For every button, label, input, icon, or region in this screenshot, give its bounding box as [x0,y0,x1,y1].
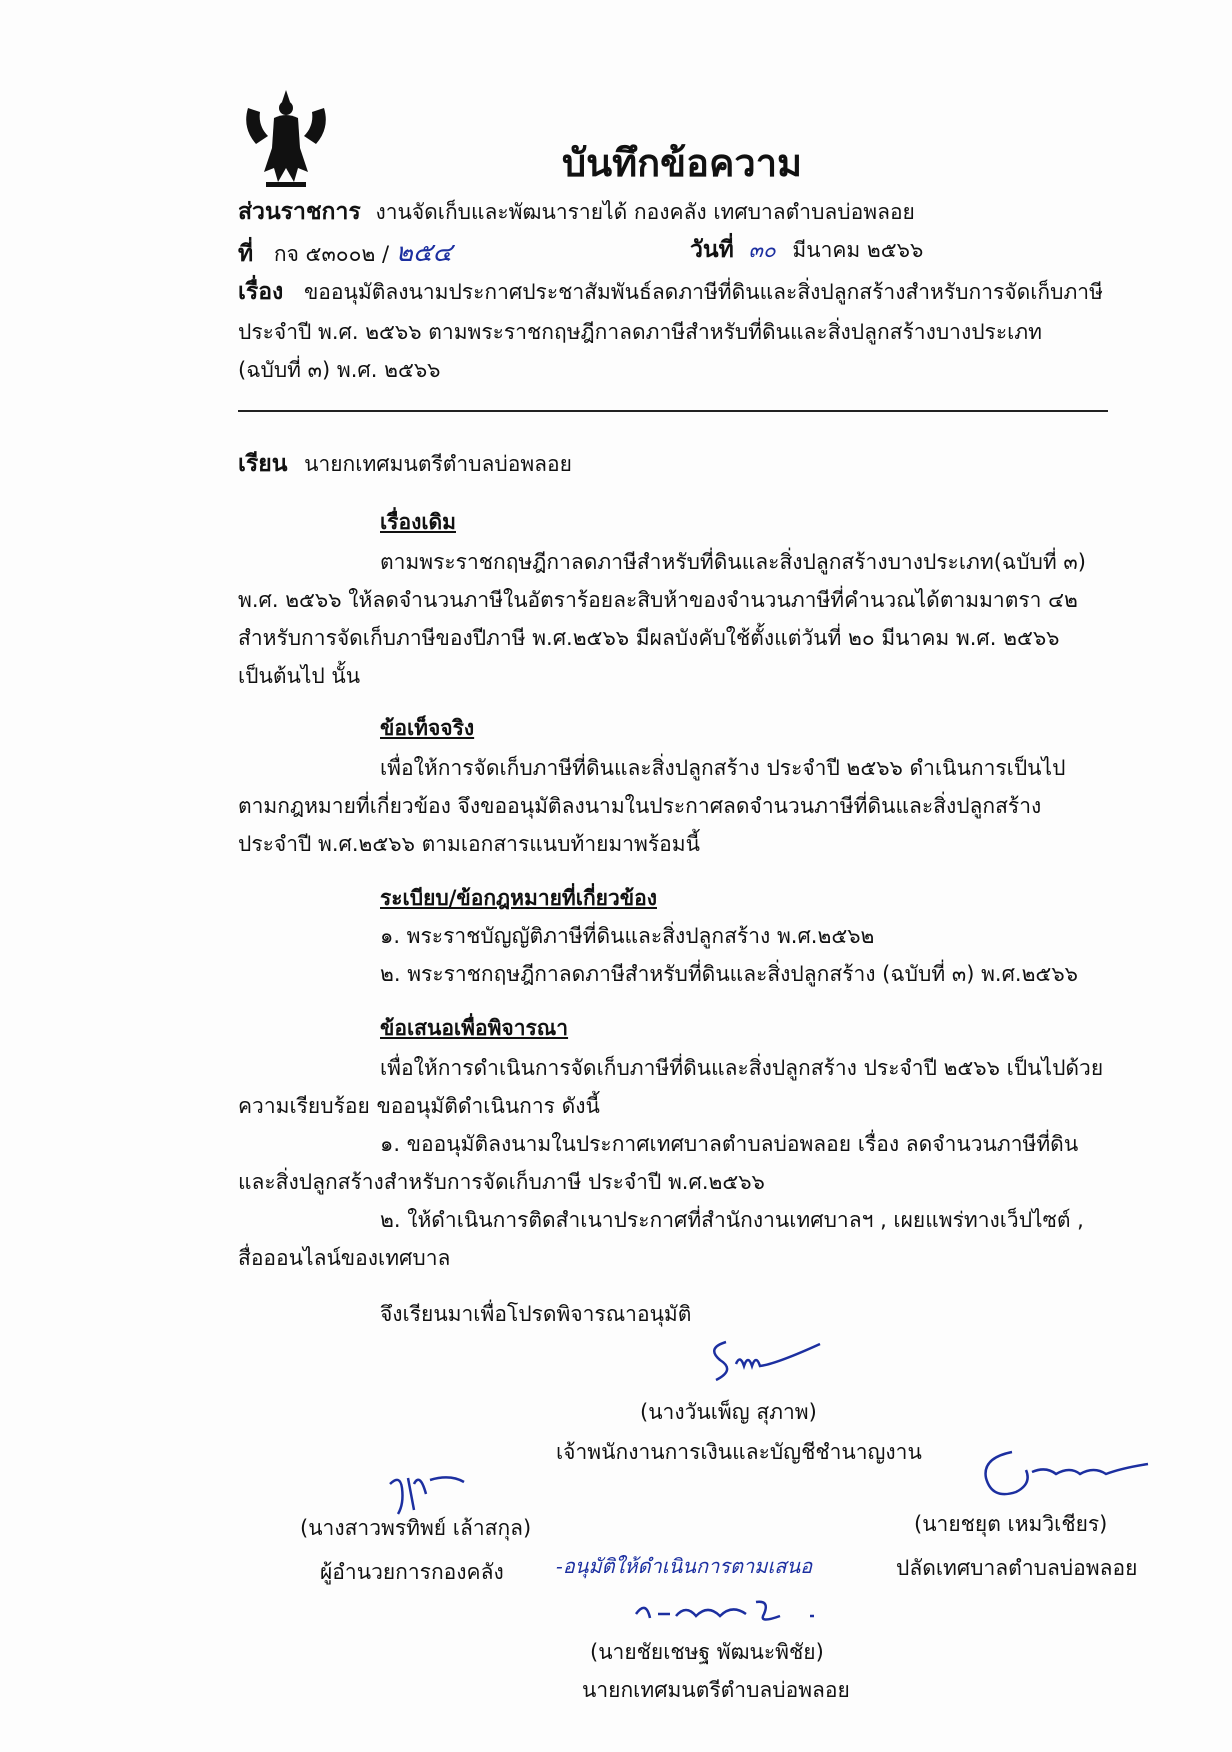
background-line-3: สำหรับการจัดเก็บภาษีของปีภาษี พ.ศ.๒๕๖๖ มีผลบังคับใช้ตั้งแต่วันที่ ๒๐ มีนาคม พ.ศ. ๒๕๖๖ [238,626,1060,650]
to-row [238,446,572,482]
signature-3 [976,1444,1156,1506]
subject-line-1: ขออนุมัติลงนามประกาศประชาสัมพันธ์ลดภาษีที่ดินและสิ่งปลูกสร้างสำหรับการจัดเก็บภาษี [303,280,1103,304]
approval-note: -อนุมัติให้ดำเนินการตามเสนอ [556,1554,813,1578]
date-row [690,232,923,268]
division-value: งานจัดเก็บและพัฒนารายได้ กองคลัง เทศบาลตำบลบ่อพลอย [375,200,915,224]
proposal-line-5: ๒. ให้ดำเนินการติดสำเนาประกาศที่สำนักงานเทศบาลฯ , เผยแพร่ทางเว็ปไซต์ , [380,1208,1084,1232]
law-heading: ระเบียบ/ข้อกฎหมายที่เกี่ยวข้อง [380,886,657,910]
date-day: ๓๐ [748,238,776,262]
signer-4-name: (นายชัยเชษฐ พัฒนะพิชัย) [590,1640,824,1664]
division-row [238,194,915,230]
to-label: เรียน [238,451,288,477]
signer-3-position: ปลัดเทศบาลตำบลบ่อพลอย [896,1556,1138,1580]
signer-3-name: (นายชยุต เหมวิเชียร) [914,1512,1108,1536]
no-handwritten: ๒๕๔ [395,238,453,268]
memo-title: บันทึกข้อความ [562,141,803,185]
signature-4 [630,1592,830,1632]
signer-4-position: นายกเทศมนตรีตำบลบ่อพลอย [582,1678,850,1702]
subject-row [238,274,1103,310]
date-label: วันที่ [690,237,734,263]
subject-line-2: ประจำปี พ.ศ. ๒๕๖๖ ตามพระราชกฤษฎีกาลดภาษีสำหรับที่ดินและสิ่งปลูกสร้างบางประเภท [238,320,1042,344]
law-line-2: ๒. พระราชกฤษฎีกาลดภาษีสำหรับที่ดินและสิ่งปลูกสร้าง (ฉบับที่ ๓) พ.ศ.๒๕๖๖ [380,962,1078,986]
background-line-4: เป็นต้นไป นั้น [238,664,361,688]
proposal-line-4: และสิ่งปลูกสร้างสำหรับการจัดเก็บภาษี ประจำปี พ.ศ.๒๕๖๖ [238,1170,765,1194]
proposal-line-1: เพื่อให้การดำเนินการจัดเก็บภาษีที่ดินและสิ่งปลูกสร้าง ประจำปี ๒๕๖๖ เป็นไปด้วย [380,1056,1104,1080]
signer-1-name: (นางวันเพ็ญ สุภาพ) [640,1400,817,1424]
no-value: กจ ๕๓๐๐๒ / [273,242,390,266]
facts-line-2: ตามกฎหมายที่เกี่ยวข้อง จึงขออนุมัติลงนามในประกาศลดจำนวนภาษีที่ดินและสิ่งปลูกสร้าง [238,794,1042,818]
facts-line-1: เพื่อให้การจัดเก็บภาษีที่ดินและสิ่งปลูกสร้าง ประจำปี ๒๕๖๖ ดำเนินการเป็นไป [380,756,1066,780]
background-heading: เรื่องเดิม [380,510,456,534]
divider [238,410,1108,412]
no-label: ที่ [238,241,254,267]
closing-line: จึงเรียนมาเพื่อโปรดพิจารณาอนุมัติ [380,1302,692,1326]
subject-label: เรื่อง [238,279,284,305]
signer-2-name: (นางสาวพรทิพย์ เล้าสกุล) [300,1516,532,1540]
date-rest: มีนาคม ๒๕๖๖ [792,238,924,262]
proposal-line-2: ความเรียบร้อย ขออนุมัติดำเนินการ ดังนี้ [238,1094,600,1118]
signature-1 [696,1334,826,1394]
to-value: นายกเทศมนตรีตำบลบ่อพลอย [304,452,572,476]
subject-line-3: (ฉบับที่ ๓) พ.ศ. ๒๕๖๖ [238,358,441,382]
reference-row [238,232,452,273]
signer-1-position: เจ้าพนักงานการเงินและบัญชีชำนาญงาน [556,1440,922,1464]
facts-heading: ข้อเท็จจริง [380,716,475,740]
background-line-2: พ.ศ. ๒๕๖๖ ให้ลดจำนวนภาษีในอัตราร้อยละสิบห้าของจำนวนภาษีที่คำนวณได้ตามมาตรา ๔๒ [238,588,1078,612]
proposal-heading: ข้อเสนอเพื่อพิจารณา [380,1016,569,1040]
proposal-line-6: สื่อออนไลน์ของเทศบาล [238,1246,451,1270]
division-label: ส่วนราชการ [238,199,361,225]
garuda-emblem [238,88,334,188]
proposal-line-3: ๑. ขออนุมัติลงนามในประกาศเทศบาลตำบลบ่อพลอย เรื่อง ลดจำนวนภาษีที่ดิน [380,1132,1079,1156]
facts-line-3: ประจำปี พ.ศ.๒๕๖๖ ตามเอกสารแนบท้ายมาพร้อมนี้ [238,832,700,856]
signer-2-position: ผู้อำนวยการกองคลัง [320,1560,504,1584]
background-line-1: ตามพระราชกฤษฎีกาลดภาษีสำหรับที่ดินและสิ่งปลูกสร้างบางประเภท(ฉบับที่ ๓) [380,550,1086,574]
law-line-1: ๑. พระราชบัญญัติภาษีที่ดินและสิ่งปลูกสร้าง พ.ศ.๒๕๖๒ [380,924,875,948]
